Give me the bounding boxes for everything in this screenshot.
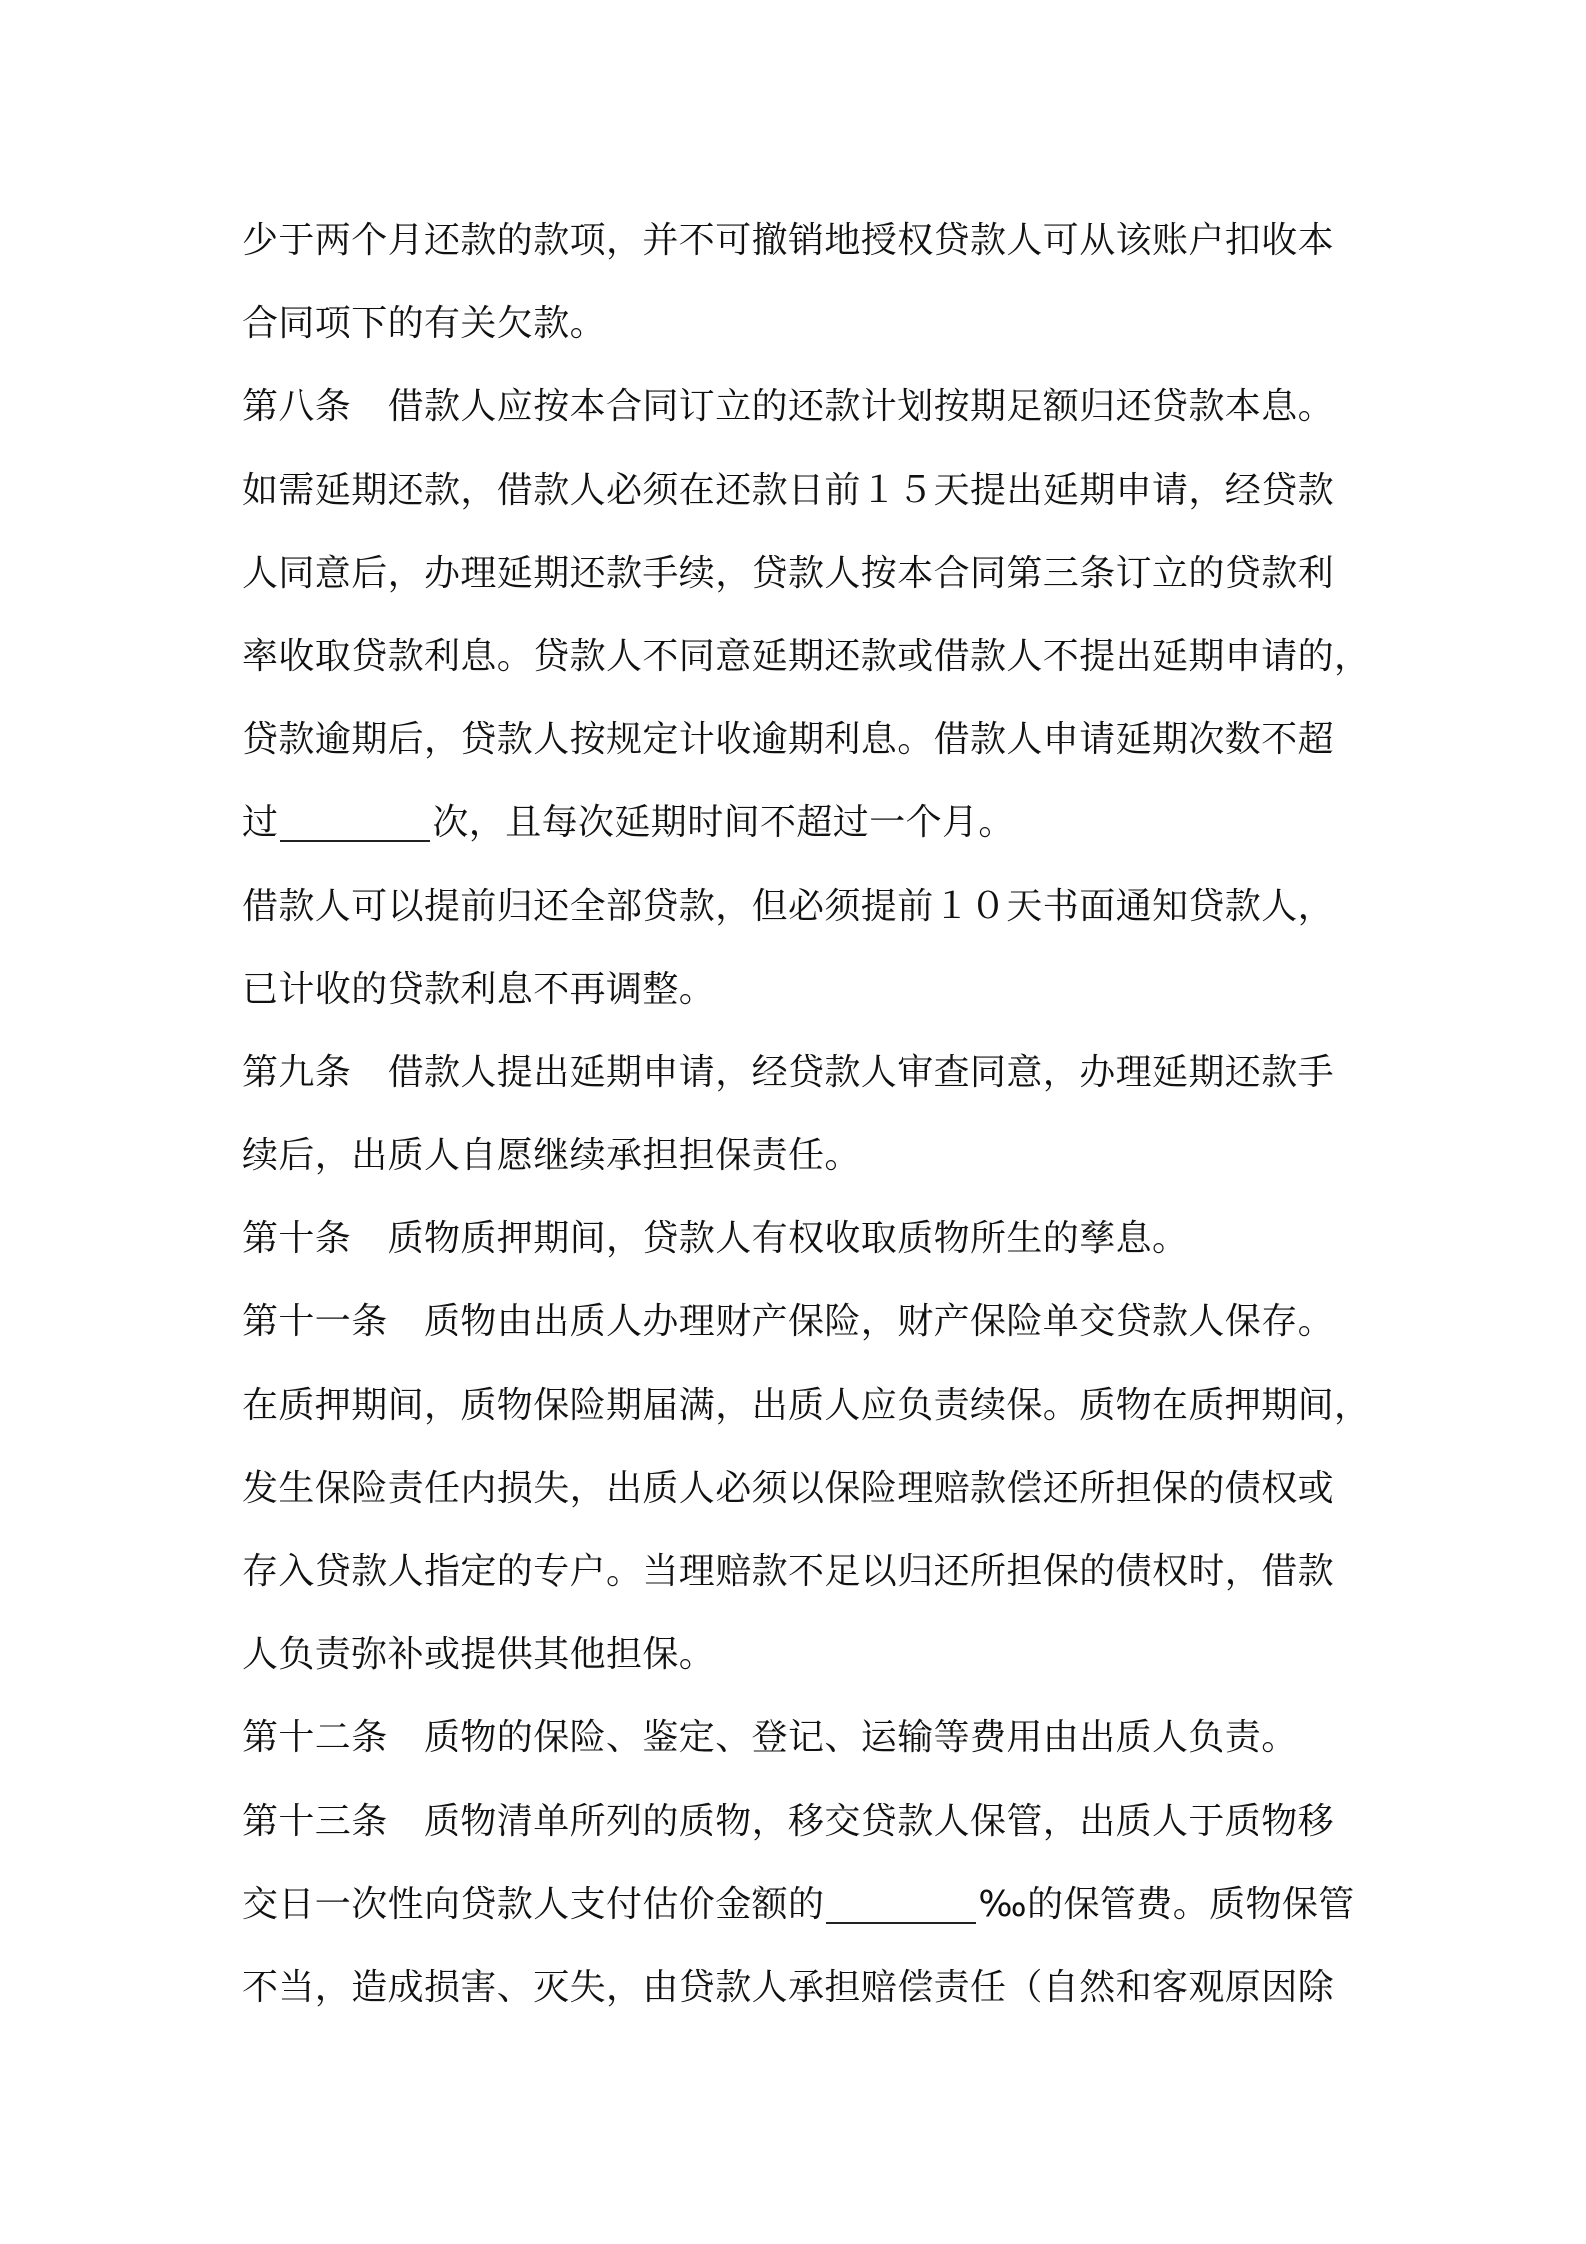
line-text-after-blank: 次，且每次延期时间不超过一个月。 [432,802,1015,844]
text-line [242,1447,1372,1530]
line-text-after-blank: ‰的保管费。质物保管 [978,1883,1355,1925]
custody-fee-rate-blank[interactable] [826,1888,976,1924]
text-line [242,449,1372,532]
line-text: 少于两个月还款的款项，并不可撤销地授权贷款人可从该账户扣收本 [242,220,1335,261]
line-text: 第十三条 质物清单所列的质物，移交贷款人保管，出质人于质物移 [242,1800,1335,1842]
text-line [242,948,1372,1031]
text-line [242,282,1372,365]
line-text: 合同项下的有关欠款。 [242,303,607,345]
line-text: 贷款逾期后，贷款人按规定计收逾期利息。借款人申请延期次数不超 [242,719,1335,761]
line-text-before-blank: 交日一次性向贷款人支付估价金额的 [242,1883,825,1925]
article-11-line [242,1280,1372,1363]
text-line [242,532,1372,615]
extension-count-line [242,781,1372,864]
article-13-line [242,1780,1372,1863]
text-line [242,698,1372,781]
line-text: 第九条 借款人提出延期申请，经贷款人审查同意，办理延期还款手 [242,1051,1335,1093]
line-text: 率收取贷款利息。贷款人不同意延期还款或借款人不提出延期申请的， [242,635,1371,677]
line-text: 人负责弥补或提供其他担保。 [242,1634,716,1676]
line-text: 已计收的贷款利息不再调整。 [242,968,716,1010]
line-text: 如需延期还款，借款人必须在还款日前１５天提出延期申请，经贷款 [242,469,1335,511]
line-text: 第八条 借款人应按本合同订立的还款计划按期足额归还贷款本息。 [242,386,1335,428]
line-text: 续后，出质人自愿继续承担担保责任。 [242,1135,861,1177]
text-line [242,199,1372,282]
custody-fee-line [242,1863,1372,1946]
article-12-line [242,1696,1372,1779]
extension-count-blank[interactable] [280,806,430,842]
text-line [242,865,1372,948]
line-text: 第十一条 质物由出质人办理财产保险，财产保险单交贷款人保存。 [242,1301,1335,1343]
line-text: 第十二条 质物的保险、鉴定、登记、运输等费用由出质人负责。 [242,1717,1298,1759]
line-text: 第十条 质物质押期间，贷款人有权收取质物所生的孳息。 [242,1218,1189,1260]
text-line [242,1946,1372,2029]
line-text: 在质押期间，质物保险期届满，出质人应负责续保。质物在质押期间， [242,1384,1371,1426]
line-text: 发生保险责任内损失，出质人必须以保险理赔款偿还所担保的债权或 [242,1467,1335,1509]
text-line [242,615,1372,698]
line-text: 借款人可以提前归还全部贷款，但必须提前１０天书面通知贷款人， [242,885,1335,927]
text-line [242,1530,1372,1613]
text-line [242,1364,1372,1447]
line-text: 不当，造成损害、灭失，由贷款人承担赔偿责任（自然和客观原因除 [242,1966,1335,2008]
article-8-line [242,365,1372,448]
article-9-line [242,1031,1372,1114]
text-line [242,1613,1372,1696]
line-text-before-blank: 过 [242,802,279,844]
text-line [242,1114,1372,1197]
line-text: 存入贷款人指定的专户。当理赔款不足以归还所担保的债权时，借款 [242,1551,1335,1592]
article-10-line [242,1197,1372,1280]
line-text: 人同意后，办理延期还款手续，贷款人按本合同第三条订立的贷款利 [242,552,1335,594]
contract-text-body [242,199,1372,2029]
